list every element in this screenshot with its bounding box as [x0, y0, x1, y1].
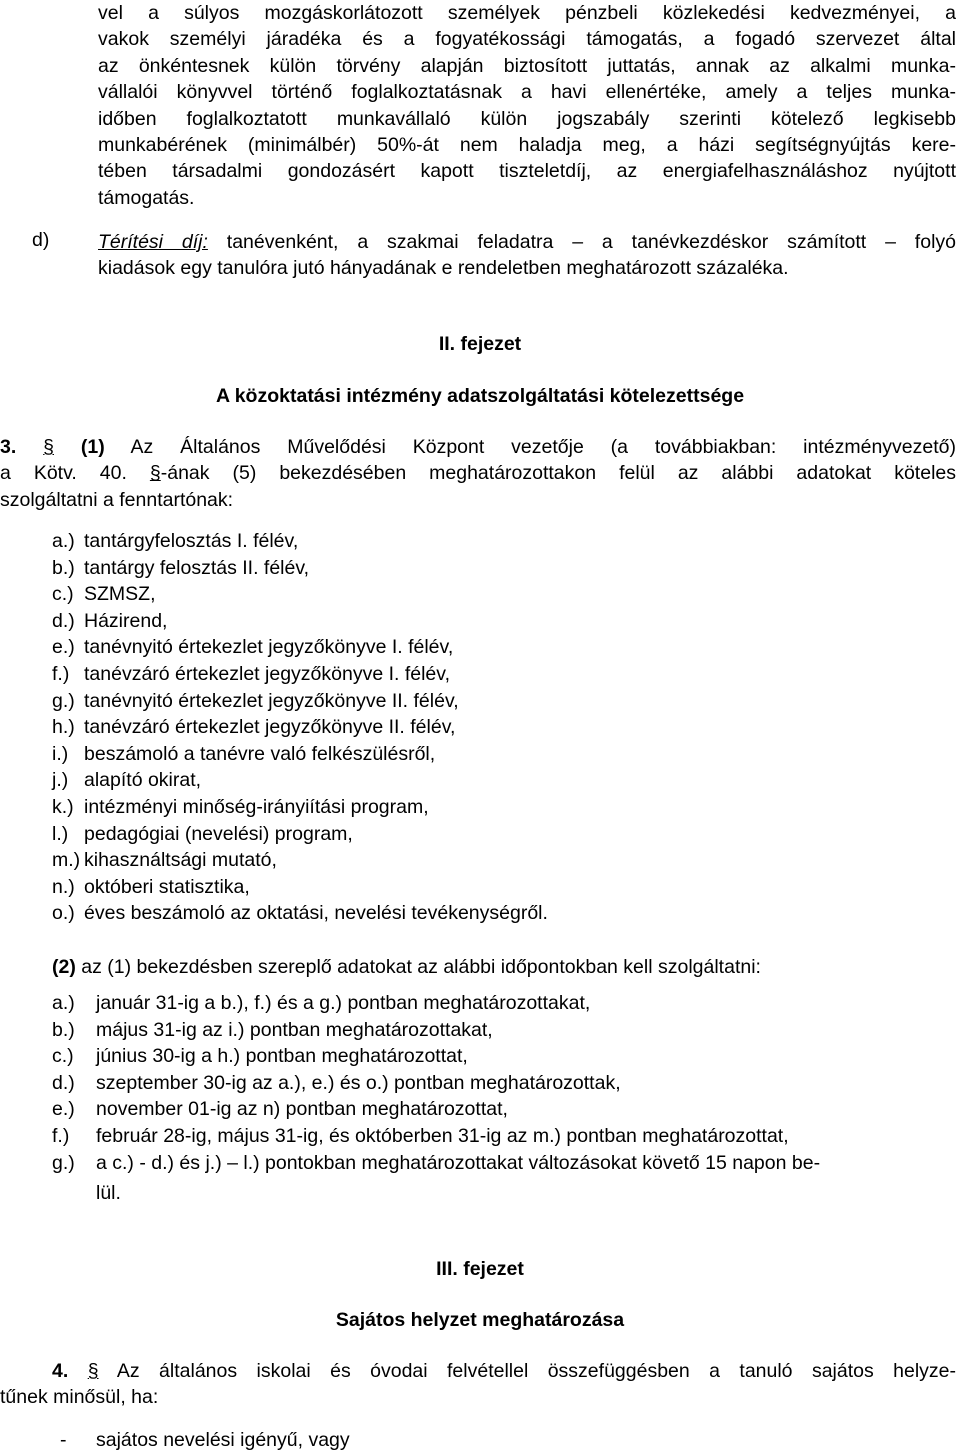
list-item-text: tanévzáró értekezlet jegyzőkönyve II. félév,	[84, 716, 456, 739]
list-continuation: lül.	[96, 1182, 121, 1204]
section-4-line1	[0, 1358, 956, 1384]
list-item-label: d.)	[52, 1071, 75, 1094]
list-item-label: m.)	[52, 849, 81, 872]
list-item-label: k.)	[52, 795, 74, 818]
list-item-text: tanévnyitó értekezlet jegyzőkönyve II. félév,	[84, 689, 459, 712]
list-item	[52, 990, 956, 1017]
list-item-text: november 01-ig az n) pontban meghatározottat,	[96, 1098, 508, 1121]
section-4-text: Az általános iskolai és óvodai felvétellel összefüggésben a tanuló sajátos helyze-	[116, 1360, 956, 1382]
list-item-label: e.)	[52, 636, 75, 659]
list-item-label: d.)	[52, 609, 75, 632]
list-item	[52, 555, 548, 582]
data-list	[52, 528, 548, 927]
list-item	[52, 1043, 956, 1070]
list-item	[52, 874, 548, 901]
list-item-label: b.)	[52, 1018, 75, 1041]
list-item	[52, 847, 548, 874]
list-item-label: f.)	[52, 1124, 70, 1147]
last-item-text: sajátos nevelési igényű, vagy	[96, 1429, 350, 1451]
chapter-title: Sajátos helyzet meghatározása	[335, 1309, 625, 1331]
list-item-text: május 31-ig az i.) pontban meghatározottakat,	[96, 1018, 493, 1041]
list-item	[52, 821, 548, 848]
item-d-marker: d)	[32, 229, 50, 251]
term-label: Térítési díj:	[98, 231, 208, 253]
section-3-text: a Kötv. 40.	[0, 462, 127, 485]
list-item-label: g.)	[52, 689, 75, 712]
list-item-text: június 30-ig a h.) pontban meghatározottat,	[96, 1045, 468, 1068]
subsection-number: (1)	[80, 436, 105, 458]
list-item-text: szeptember 30-ig az a.), e.) és o.) pontban meghatározottak,	[96, 1071, 621, 1094]
list-item	[52, 1096, 956, 1123]
item-d-paragraph	[98, 229, 956, 282]
section-3-line2	[0, 460, 956, 486]
section-3-text: Az Általános Művelődési Központ vezetője (a továbbiakban: intézményvezető)	[130, 436, 956, 458]
list-item-text: éves beszámoló az oktatási, nevelési tevékenységről.	[84, 902, 548, 925]
section-3-line3: szolgáltatni a fenntartónak:	[0, 488, 234, 511]
list-item	[52, 688, 548, 715]
list-item	[52, 1070, 956, 1097]
list-item	[52, 581, 548, 608]
list-item	[52, 741, 548, 768]
chapter-title: A közoktatási intézmény adatszolgáltatási kötelezettsége	[215, 385, 745, 407]
paragraph-sign: §	[43, 436, 54, 458]
list-item	[52, 1017, 956, 1044]
list-item-text: beszámoló a tanévre való felkészülésről,	[84, 742, 436, 765]
item-d-text: tanévenként, a szakmai feladatra – a tanévkezdéskor számított – folyó	[226, 231, 956, 253]
chapter-heading: II. fejezet	[438, 333, 522, 355]
section-number: 4.	[52, 1360, 69, 1382]
paragraph-line: vel a súlyos mozgáskorlátozott személyek pénzbeli közlekedési kedvezményei, a	[98, 2, 956, 24]
list-item-label: f.)	[52, 662, 70, 685]
list-item-text: pedagógiai (nevelési) program,	[84, 822, 353, 845]
list-item-label: e.)	[52, 1098, 75, 1121]
subsection-number: (2)	[52, 956, 76, 978]
list-item-text: tantárgyfelosztás I. félév,	[84, 530, 299, 552]
section-4-line2: tűnek minősül, ha:	[0, 1386, 159, 1409]
subsection-2	[52, 956, 761, 979]
list-item	[52, 767, 548, 794]
paragraph-sign: §	[87, 1360, 99, 1382]
paragraph-line: munkabérének (minimálbér) 50%-át nem haladja meg, a házi segítségnyújtás kere-	[98, 134, 956, 157]
list-item-text: tantárgy felosztás II. félév,	[84, 556, 310, 579]
list-item-text: Házirend,	[84, 609, 168, 632]
section-3-paragraph	[0, 434, 956, 513]
list-item-text: a c.) - d.) és j.) – l.) pontokban meghatározottakat változásokat követő 15 napon be-	[96, 1151, 821, 1174]
paragraph-line: támogatás.	[98, 186, 195, 209]
list-item-text: októberi statisztika,	[84, 875, 250, 898]
item-d-line1	[98, 229, 956, 255]
section-4-paragraph	[0, 1358, 956, 1411]
list-item-label: b.)	[52, 556, 75, 579]
list-item-label: c.)	[52, 1045, 74, 1068]
dash-marker: -	[60, 1429, 67, 1451]
list-item-text: február 28-ig, május 31-ig, és októberben 31-ig az m.) pontban meghatározottat,	[96, 1124, 789, 1147]
list-item-label: n.)	[52, 875, 75, 898]
section-number: 3.	[0, 436, 17, 458]
paragraph-sign: §	[149, 462, 161, 485]
paragraph-line: az önkéntesnek külön törvény alapján biztosított juttatás, annak az alkalmi munka-	[98, 54, 956, 77]
list-item	[52, 634, 548, 661]
list-item-label: c.)	[52, 583, 74, 606]
list-item-text: alapító okirat,	[84, 769, 202, 792]
section-3-text: -ának (5) bekezdésében meghatározottakon felül az alábbi adatokat köteles	[160, 462, 956, 485]
deadline-list	[52, 990, 956, 1176]
list-item	[52, 661, 548, 688]
list-item	[52, 1123, 956, 1150]
list-item-label: h.)	[52, 716, 75, 739]
list-item-text: tanévzáró értekezlet jegyzőkönyve I. félév,	[84, 662, 450, 685]
paragraph-line: vállalói könyvvel történő foglalkoztatásnak a havi ellenértéke, amely a teljes munka-	[98, 81, 956, 104]
list-item	[52, 528, 548, 555]
list-item	[52, 1150, 956, 1177]
list-item	[52, 900, 548, 927]
list-item-text: tanévnyitó értekezlet jegyzőkönyve I. félév,	[84, 636, 454, 659]
list-item-label: o.)	[52, 902, 75, 925]
list-item-text: kihasználtsági mutató,	[84, 849, 277, 872]
list-item-label: i.)	[52, 742, 69, 765]
list-item-text: SZMSZ,	[84, 583, 156, 606]
list-item	[52, 714, 548, 741]
chapter-heading: III. fejezet	[436, 1258, 524, 1280]
item-d-line2: kiadások egy tanulóra jutó hányadának e rendeletben meghatározott százaléka.	[98, 257, 789, 280]
subsection-text: az (1) bekezdésben szereplő adatokat az alábbi időpontokban kell szolgáltatni:	[81, 956, 761, 978]
list-item-label: a.)	[52, 992, 75, 1014]
paragraph-line: időben foglalkoztatott munkavállaló külön jogszabály szerinti kötelező legkisebb	[98, 107, 956, 130]
paragraph-line: vakok személyi járadéka és a fogyatékossági támogatás, a fogadó szervezet által	[98, 28, 956, 51]
list-item-label: j.)	[52, 769, 69, 792]
paragraph-line: tében társadalmi gondozásért kapott tiszteletdíj, az energiafelhasználáshoz nyújtott	[98, 160, 956, 183]
list-item-text: január 31-ig a b.), f.) és a g.) pontban meghatározottakat,	[96, 992, 591, 1014]
list-item-label: g.)	[52, 1151, 75, 1174]
list-item-label: l.)	[52, 822, 69, 845]
list-item	[52, 794, 548, 821]
section-3-line1	[0, 434, 956, 460]
list-item	[52, 608, 548, 635]
list-item-text: intézményi minőség-irányiítási program,	[84, 795, 429, 818]
intro-paragraph	[98, 0, 956, 211]
list-item-label: a.)	[52, 530, 75, 552]
